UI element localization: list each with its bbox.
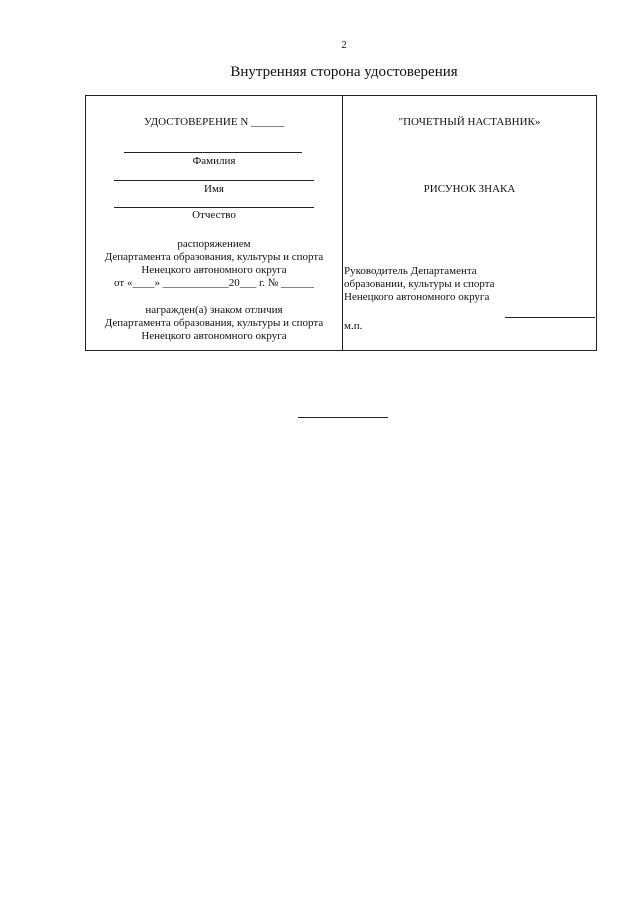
- order-date-line: от «____» ____________20___ г. № ______: [114, 277, 314, 289]
- certificate-left-panel: [86, 96, 342, 350]
- surname-label: Фамилия: [192, 155, 236, 167]
- order-department: Департамента образования, культуры и спорта: [104, 251, 324, 263]
- closing-rule: [298, 417, 388, 418]
- name-label: Имя: [204, 183, 224, 195]
- page-heading: Внутренняя сторона удостоверения: [230, 64, 458, 80]
- signature-line: [505, 317, 595, 318]
- signatory-line-3: Ненецкого автономного округа: [344, 291, 490, 303]
- awarded-text: награжден(а) знаком отличия: [145, 304, 283, 316]
- patronymic-line: [114, 207, 314, 208]
- award-title: "ПОЧЕТНЫЙ НАСТАВНИК»: [398, 116, 541, 128]
- seal-label: м.п.: [344, 320, 363, 332]
- certificate-title: УДОСТОВЕРЕНИЕ N ______: [143, 116, 285, 128]
- order-intro: распоряжением: [177, 238, 251, 250]
- name-line: [114, 180, 314, 181]
- awarded-department: Департамента образования, культуры и спорта: [104, 317, 324, 329]
- order-region: Ненецкого автономного округа: [141, 264, 287, 276]
- certificate-layout: [85, 95, 597, 351]
- surname-line: [124, 152, 302, 153]
- badge-placeholder: РИСУНОК ЗНАКА: [423, 183, 516, 195]
- awarded-region: Ненецкого автономного округа: [141, 330, 287, 342]
- certificate-right-panel: [343, 96, 596, 350]
- page-number: 2: [341, 39, 347, 51]
- patronymic-label: Отчество: [192, 209, 236, 221]
- signatory-line-1: Руководитель Департамента: [344, 265, 477, 277]
- signatory-line-2: образовании, культуры и спорта: [344, 278, 495, 290]
